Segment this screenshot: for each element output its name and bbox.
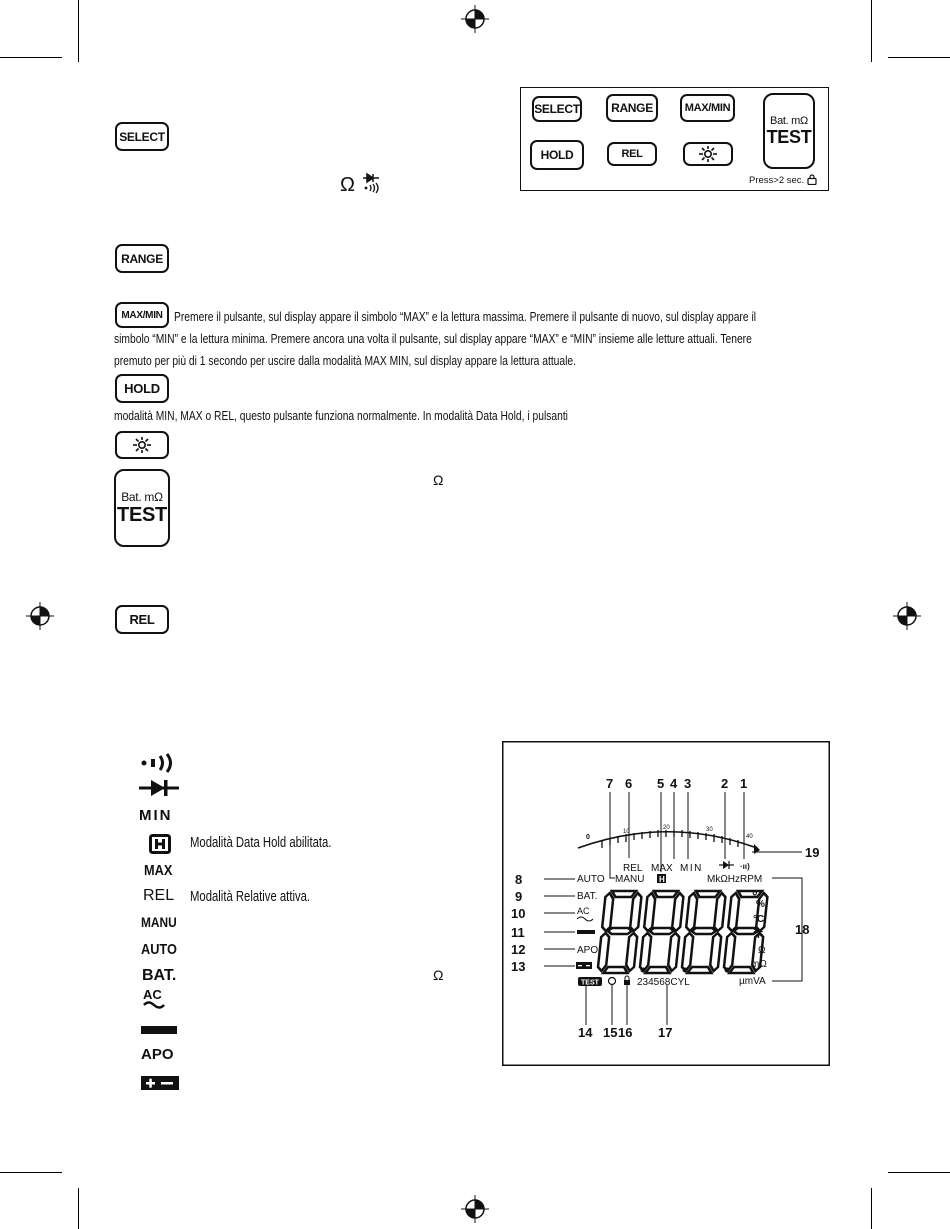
crop-mark bbox=[871, 0, 872, 62]
legend-min: MIN bbox=[139, 807, 173, 824]
lcd-test: TEST bbox=[581, 979, 599, 987]
callout-11: 11 bbox=[511, 925, 525, 940]
callout-14: 14 bbox=[578, 1025, 593, 1040]
bat-test-label-bottom: TEST bbox=[766, 126, 812, 147]
callout-16: 16 bbox=[618, 1025, 633, 1040]
registration-mark-icon bbox=[893, 602, 921, 630]
omega-symbol: Ω bbox=[433, 472, 444, 488]
lock-icon bbox=[807, 174, 817, 185]
bat-test-button bbox=[114, 469, 170, 547]
lcd-cyl: 234568CYL bbox=[637, 977, 690, 988]
ac-label: AC bbox=[143, 987, 162, 1002]
crop-mark bbox=[0, 57, 62, 58]
sun-icon bbox=[697, 145, 719, 163]
lcd-auto: AUTO bbox=[577, 874, 605, 885]
svg-text:H: H bbox=[659, 875, 665, 884]
scale-30: 30 bbox=[706, 827, 713, 833]
diode-icon bbox=[139, 779, 179, 797]
bat-test-label-top: Bat. mΩ bbox=[121, 489, 163, 504]
maxmin-desc-line3: premuto per più di 1 secondo per uscire dalla modalità MAX MIN, sul display appare la lettura attuale. bbox=[114, 353, 576, 368]
keypad-bat-test-button bbox=[763, 93, 815, 169]
keypad-backlight-button bbox=[683, 142, 733, 166]
callout-10: 10 bbox=[511, 906, 526, 921]
maxmin-desc-line1: Premere il pulsante, sul display appare il simbolo “MAX” e la lettura massima. Premere il pulsante di nuovo, sul display appare il bbox=[174, 309, 757, 324]
crop-mark bbox=[78, 0, 79, 62]
callout-4: 4 bbox=[670, 776, 678, 791]
ac-wave-icon bbox=[143, 1001, 165, 1009]
hold-desc-line: modalità MIN, MAX o REL, questo pulsante funziona normalmente. In modalità Data Hold, i pulsanti bbox=[114, 408, 568, 423]
crop-mark bbox=[78, 1188, 79, 1229]
lcd-min: MIN bbox=[680, 863, 703, 874]
registration-mark-icon bbox=[26, 602, 54, 630]
legend-data-hold-desc: Modalità Data Hold abilitata. bbox=[190, 835, 332, 851]
ohm-diode-symbol: Ω bbox=[340, 172, 381, 197]
callout-5: 5 bbox=[657, 776, 665, 791]
diode-buzzer-icon bbox=[361, 172, 381, 194]
lcd-deg: ° bbox=[752, 888, 758, 904]
lcd-units-top: MkΩHzRPM bbox=[707, 874, 763, 885]
scale-40: 40 bbox=[746, 834, 753, 840]
keypad-rel-button: REL bbox=[607, 142, 657, 166]
keypad-panel bbox=[520, 87, 829, 191]
callout-1: 1 bbox=[740, 776, 748, 791]
lcd-ac: AC bbox=[577, 906, 590, 916]
bat-test-label-bottom: TEST bbox=[117, 503, 167, 526]
dc-bar-icon bbox=[141, 1026, 177, 1034]
lcd-manu: MANU bbox=[615, 874, 645, 885]
maxmin-desc-line2: simbolo “MIN” e la lettura minima. Premere ancora una volta il pulsante, sul display appare “MAX” e “MIN” insieme alle letture attuali. Tenere bbox=[114, 331, 752, 346]
callout-15: 15 bbox=[603, 1025, 618, 1040]
callout-13: 13 bbox=[511, 959, 526, 974]
lcd-pct: % bbox=[756, 899, 765, 910]
legend-rel-desc: Modalità Relative attiva. bbox=[190, 889, 311, 905]
sun-icon bbox=[131, 436, 153, 454]
lcd-mohm: mΩ bbox=[751, 959, 767, 970]
omega-symbol: Ω bbox=[433, 967, 444, 983]
hold-h-icon bbox=[149, 834, 171, 854]
registration-mark-icon bbox=[461, 5, 489, 33]
callout-3: 3 bbox=[684, 776, 692, 791]
lcd-degc: °C bbox=[753, 914, 765, 925]
legend-auto: AUTO bbox=[141, 941, 177, 958]
lcd-umva: µmVA bbox=[739, 976, 766, 987]
bat-test-label-top: Bat. mΩ bbox=[770, 114, 808, 127]
lcd-apo: APO bbox=[577, 945, 599, 956]
battery-icon bbox=[141, 1076, 179, 1090]
crop-mark bbox=[0, 1172, 62, 1173]
keypad-select-button: SELECT bbox=[532, 96, 582, 122]
callout-6: 6 bbox=[625, 776, 633, 791]
select-button: SELECT bbox=[115, 122, 169, 151]
lcd-diagram bbox=[502, 741, 830, 1066]
legend-manu: MANU bbox=[141, 914, 177, 930]
callout-8: 8 bbox=[515, 872, 523, 887]
callout-7: 7 bbox=[606, 776, 614, 791]
callout-19: 19 bbox=[805, 845, 820, 860]
lcd-buzzer: ·ıı) bbox=[740, 862, 750, 871]
legend-rel: REL bbox=[143, 887, 175, 904]
scale-10: 10 bbox=[623, 829, 630, 835]
crop-mark bbox=[871, 1188, 872, 1229]
callout-9: 9 bbox=[515, 889, 523, 904]
callout-12: 12 bbox=[511, 942, 526, 957]
backlight-button bbox=[115, 431, 169, 459]
keypad-hold-button: HOLD bbox=[530, 140, 584, 170]
callout-2: 2 bbox=[721, 776, 729, 791]
callout-18: 18 bbox=[795, 922, 810, 937]
callout-17: 17 bbox=[658, 1025, 673, 1040]
lcd-max: MAX bbox=[651, 863, 673, 874]
press-note: Press>2 sec. bbox=[749, 174, 817, 186]
keypad-maxmin-button: MAX/MIN bbox=[680, 94, 735, 122]
legend-apo: APO bbox=[141, 1046, 174, 1063]
lcd-ohm: Ω bbox=[758, 945, 766, 956]
legend-bat: BAT. bbox=[142, 967, 177, 984]
legend-ac bbox=[143, 989, 165, 1009]
range-button: RANGE bbox=[115, 244, 169, 273]
scale-20: 20 bbox=[663, 825, 670, 831]
lcd-degf: °F bbox=[753, 930, 764, 941]
registration-mark-icon bbox=[461, 1195, 489, 1223]
lcd-bat: BAT. bbox=[577, 891, 598, 902]
lcd-rel: REL bbox=[623, 863, 643, 874]
scale-0: 0 bbox=[586, 834, 590, 841]
legend-max: MAX bbox=[144, 862, 173, 879]
hold-button: HOLD bbox=[115, 374, 169, 403]
crop-mark bbox=[888, 1172, 950, 1173]
buzzer-icon bbox=[139, 753, 179, 773]
crop-mark bbox=[888, 57, 950, 58]
keypad-range-button: RANGE bbox=[606, 94, 658, 122]
rel-button: REL bbox=[115, 605, 169, 634]
maxmin-button: MAX/MIN bbox=[115, 302, 169, 328]
